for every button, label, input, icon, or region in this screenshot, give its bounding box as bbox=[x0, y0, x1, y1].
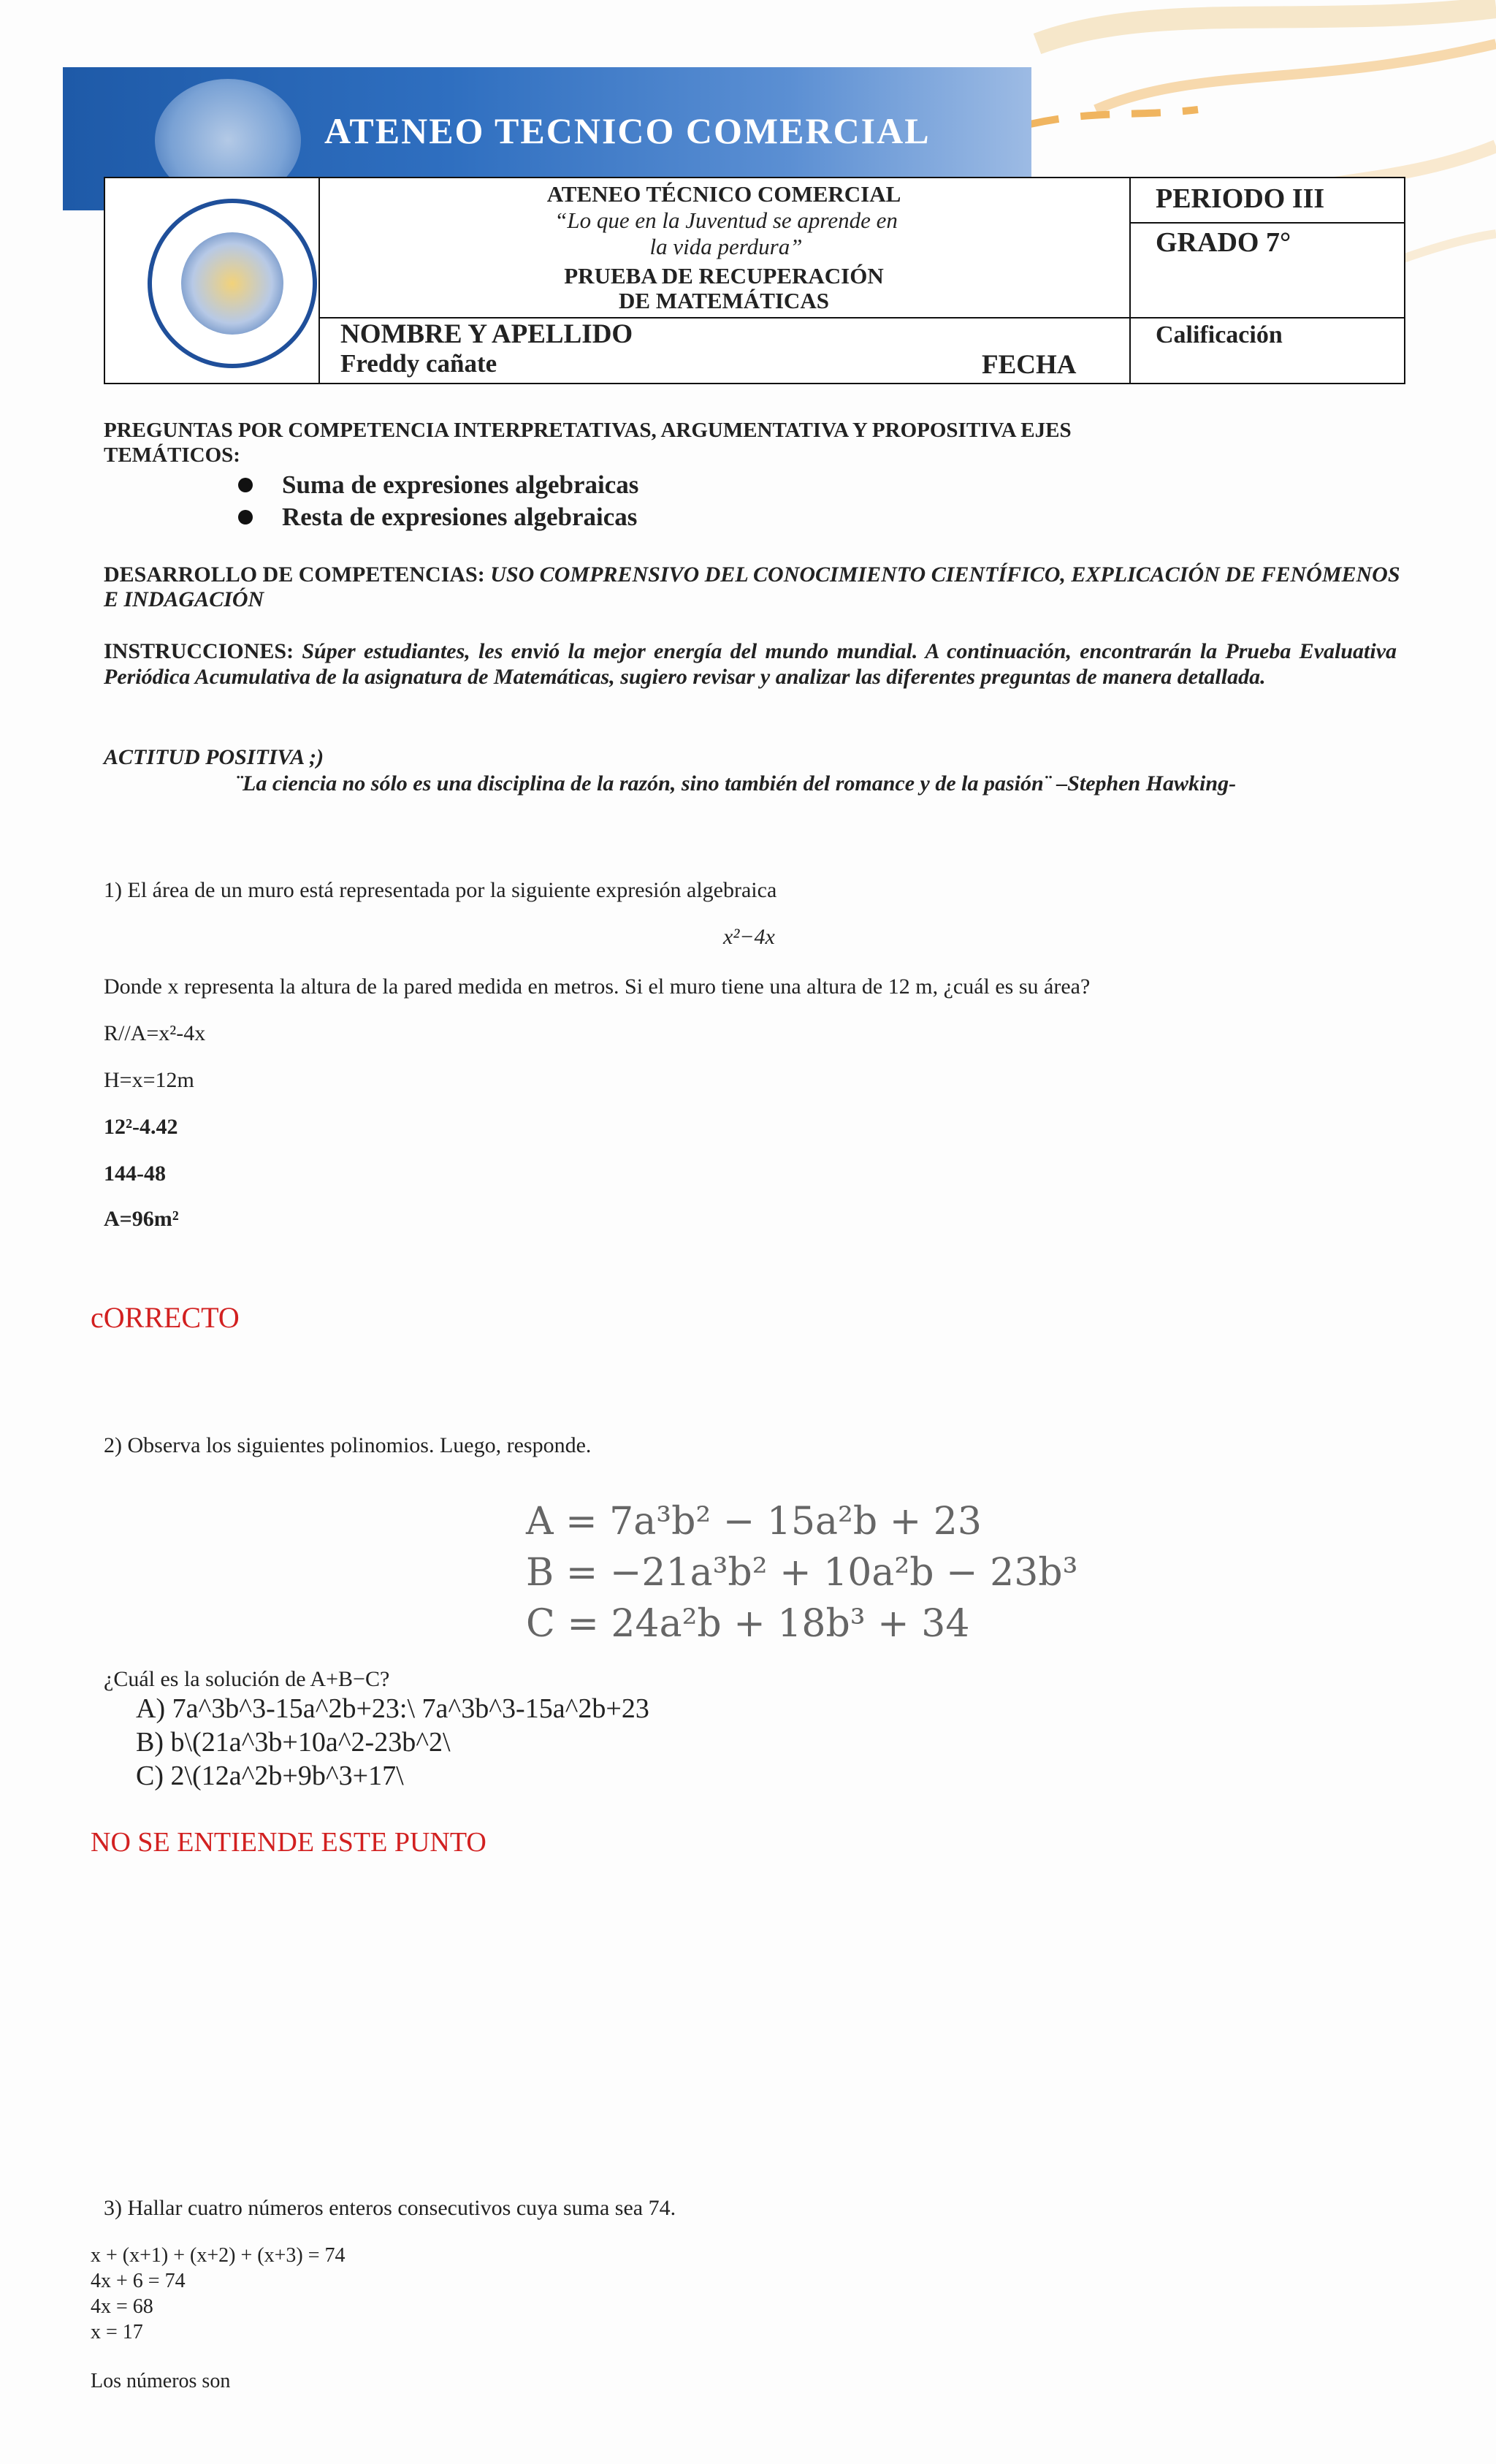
q3-line: x + (x+1) + (x+2) + (x+3) = 74 bbox=[91, 2244, 346, 2267]
q3-work bbox=[91, 2243, 345, 2345]
q1-prompt: 1) El área de un muro está representada por la siguiente expresión algebraica bbox=[104, 878, 777, 902]
test-subject: DE MATEMÁTICAS bbox=[619, 288, 829, 313]
q1-answer-line: 144-48 bbox=[104, 1162, 166, 1186]
header-table bbox=[104, 177, 1405, 384]
q3-line: 4x + 6 = 74 bbox=[91, 2270, 186, 2292]
topics-list bbox=[238, 469, 638, 533]
date-label: FECHA bbox=[982, 350, 1077, 380]
q2-prompt: 2) Observa los siguientes polinomios. Luego, responde. bbox=[104, 1433, 592, 1457]
q2-question: ¿Cuál es la solución de A+B−C? bbox=[104, 1667, 390, 1691]
student-name: Freddy cañate bbox=[340, 349, 497, 378]
grade-label: GRADO 7° bbox=[1156, 227, 1291, 258]
q1-expression: x²−4x bbox=[723, 925, 775, 949]
score-label: Calificación bbox=[1156, 321, 1283, 348]
q1-answer-line: A=96m² bbox=[104, 1207, 179, 1231]
divider bbox=[1129, 317, 1404, 319]
q2-feedback: NO SE ENTIENDE ESTE PUNTO bbox=[91, 1827, 486, 1858]
attitude-label: ACTITUD POSITIVA ;) bbox=[104, 745, 324, 769]
instr-label: INSTRUCCIONES: bbox=[104, 639, 294, 663]
period-label: PERIODO III bbox=[1156, 183, 1325, 214]
q3-line: x = 17 bbox=[91, 2321, 143, 2343]
logo-emblem bbox=[181, 232, 283, 335]
q1-feedback: cORRECTO bbox=[91, 1301, 240, 1334]
polynomial-c: C = 24a²b + 18b³ + 34 bbox=[526, 1602, 970, 1646]
option-b: B) b\(21a^3b+10a^2-23b^2\ bbox=[136, 1727, 451, 1758]
q2-polynomials bbox=[526, 1496, 1077, 1649]
polynomial-a: A = 7a³b² − 15a²b + 23 bbox=[526, 1500, 982, 1544]
dev-label: DESARROLLO DE COMPETENCIAS: bbox=[104, 562, 485, 587]
instructions bbox=[104, 638, 1397, 690]
q1-answer-line: R//A=x²-4x bbox=[104, 1021, 206, 1045]
polynomial-b: B = −21a³b² + 10a²b − 23b³ bbox=[526, 1551, 1078, 1595]
divider bbox=[1129, 222, 1404, 224]
option-c: C) 2\(12a^2b+9b^3+17\ bbox=[136, 1761, 404, 1791]
q1-answer-line: H=x=12m bbox=[104, 1068, 194, 1092]
topic-item: Suma de expresiones algebraicas bbox=[238, 469, 638, 501]
name-label: NOMBRE Y APELLIDO bbox=[340, 319, 633, 349]
q1-detail: Donde x representa la altura de la pared medida en metros. Si el muro tiene una altura de 12 m, ¿cuál es su área? bbox=[104, 974, 1091, 999]
banner-title: ATENEO TECNICO COMERCIAL bbox=[324, 110, 931, 151]
school-motto: “Lo que en la Juventud se aprende en la vida perdura” bbox=[554, 207, 898, 259]
q1-answer-line: 12²-4.42 bbox=[104, 1115, 178, 1139]
option-a: A) 7a^3b^3-15a^2b+23:\ 7a^3b^3-15a^2b+23 bbox=[136, 1693, 649, 1724]
competencies-development bbox=[104, 562, 1419, 612]
dev-text: USO COMPRENSIVO DEL CONOCIMIENTO CIENTÍFICO, EXPLICACIÓN DE FENÓMENOS E INDAGACIÓN bbox=[104, 562, 1400, 611]
instr-text: Súper estudiantes, les envió la mejor energía del mundo mundial. A continuación, encontrarán la Prueba Evaluativa Periódica Acumulativa de la asignatura de Matemáticas, sugiero revisar y analizar las diferentes preguntas de manera detallada. bbox=[104, 639, 1397, 689]
q3-line: 4x = 68 bbox=[91, 2295, 153, 2318]
divider bbox=[1129, 178, 1131, 383]
quote: ¨La ciencia no sólo es una disciplina de la razón, sino también del romance y de la pasión¨ –Stephen Hawking- bbox=[235, 771, 1237, 796]
school-logo bbox=[148, 199, 317, 368]
school-name: ATENEO TÉCNICO COMERCIAL bbox=[546, 181, 901, 207]
topic-item: Resta de expresiones algebraicas bbox=[238, 501, 638, 533]
q3-conclusion: Los números son bbox=[91, 2370, 231, 2392]
test-title: PRUEBA DE RECUPERACIÓN bbox=[564, 263, 884, 289]
q3-prompt: 3) Hallar cuatro números enteros consecutivos cuya suma sea 74. bbox=[104, 2196, 676, 2220]
q2-options bbox=[136, 1692, 649, 1793]
competencies-heading: PREGUNTAS POR COMPETENCIA INTERPRETATIVAS, ARGUMENTATIVA Y PROPOSITIVA EJES TEMÁTICOS: bbox=[104, 419, 1072, 467]
